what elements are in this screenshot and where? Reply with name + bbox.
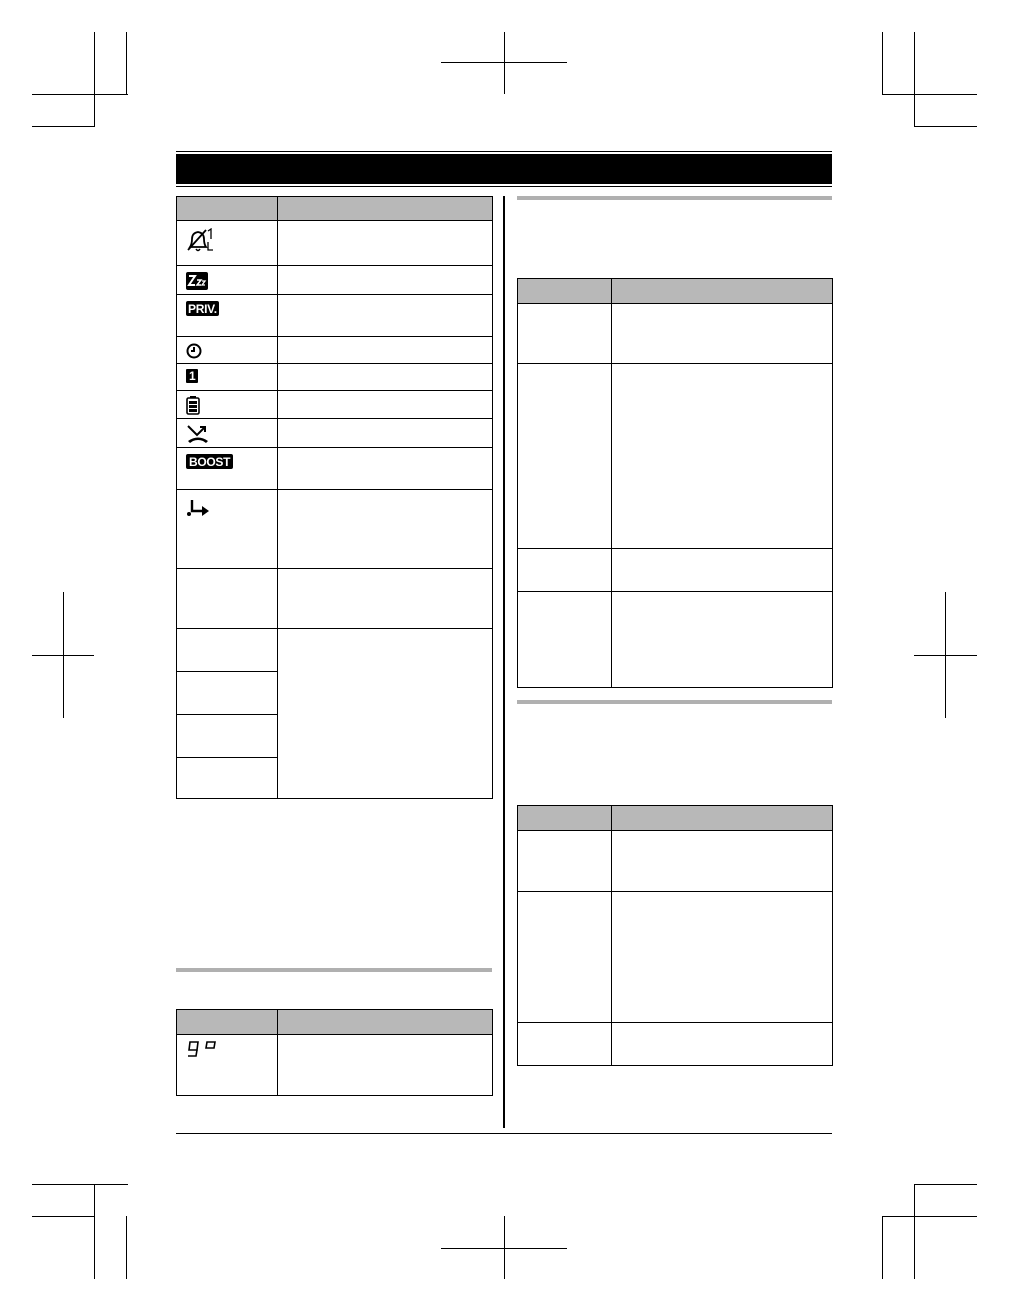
description-cell — [612, 549, 833, 592]
table-row — [177, 266, 493, 295]
icon-cell — [177, 221, 278, 266]
key-cell — [518, 1023, 612, 1066]
icon-cell — [177, 1035, 278, 1096]
icon-cell — [177, 419, 278, 448]
icon-cell — [177, 266, 278, 295]
section-rule — [517, 196, 832, 200]
digital-display-icon — [186, 1040, 222, 1058]
icon-cell — [177, 715, 278, 758]
header-cell — [177, 197, 278, 221]
table-row — [177, 364, 493, 391]
icon-cell — [177, 629, 278, 672]
description-cell — [612, 1023, 833, 1066]
description-cell — [278, 419, 493, 448]
boost-icon: BOOST — [186, 454, 233, 469]
icon-cell — [177, 448, 278, 490]
display-icons-table — [176, 196, 493, 799]
night-mode-icon — [186, 272, 208, 295]
description-cell — [612, 364, 833, 549]
description-cell — [278, 569, 493, 629]
header-cell — [612, 279, 833, 304]
line-number-icon: 1 — [186, 369, 198, 383]
key-cell — [518, 549, 612, 592]
header-cell — [612, 806, 833, 831]
privacy-mode-icon: PRIV. — [188, 302, 217, 316]
key-cell — [518, 831, 612, 892]
header-cell — [518, 806, 612, 831]
icon-cell — [177, 295, 278, 337]
description-cell — [278, 221, 493, 266]
table-row — [518, 549, 833, 592]
table-row — [518, 364, 833, 549]
ringer-off-line-icon — [186, 228, 216, 254]
column-divider — [503, 196, 505, 1128]
description-cell — [612, 304, 833, 364]
table-row — [177, 221, 493, 266]
footer-rule — [176, 1133, 832, 1134]
table-row — [177, 629, 493, 672]
table-row — [518, 304, 833, 364]
description-cell — [278, 1035, 493, 1096]
table-header-row — [518, 279, 833, 304]
icon-cell — [177, 391, 278, 419]
description-cell — [278, 295, 493, 337]
table-row — [177, 419, 493, 448]
table-row — [177, 448, 493, 490]
description-cell — [278, 629, 493, 799]
table-row — [177, 569, 493, 629]
base-unit-icons-table — [176, 1009, 493, 1096]
header-cell — [278, 197, 493, 221]
table-row — [177, 337, 493, 364]
table-row — [518, 1023, 833, 1066]
header-cell — [177, 1010, 278, 1035]
table-row — [518, 831, 833, 892]
table-row — [177, 295, 493, 337]
key-cell — [518, 364, 612, 549]
table-header-row — [177, 1010, 493, 1035]
table-row — [518, 592, 833, 688]
icon-cell — [177, 672, 278, 715]
key-cell — [518, 892, 612, 1023]
operation-table-1 — [517, 278, 833, 688]
description-cell — [612, 892, 833, 1023]
section-title-bar — [176, 151, 832, 187]
description-cell — [278, 364, 493, 391]
description-cell — [278, 448, 493, 490]
description-cell — [612, 831, 833, 892]
table-row — [177, 1035, 493, 1096]
icon-cell — [177, 490, 278, 569]
description-cell — [278, 391, 493, 419]
key-cell — [518, 304, 612, 364]
table-row — [518, 892, 833, 1023]
description-cell — [612, 592, 833, 688]
section-rule — [176, 968, 492, 972]
description-cell — [278, 490, 493, 569]
icon-cell — [177, 569, 278, 629]
missed-call-icon — [186, 424, 210, 444]
battery-icon — [186, 396, 200, 415]
table-header-row — [177, 197, 493, 221]
operation-table-2 — [517, 805, 833, 1066]
title-bar-fill — [176, 154, 832, 184]
icon-cell — [177, 364, 278, 391]
key-cell — [518, 592, 612, 688]
icon-cell — [177, 337, 278, 364]
header-cell — [518, 279, 612, 304]
call-forward-icon — [186, 498, 212, 518]
description-cell — [278, 266, 493, 295]
table-row — [177, 490, 493, 569]
table-header-row — [518, 806, 833, 831]
section-rule — [517, 700, 832, 704]
table-row — [177, 391, 493, 419]
description-cell — [278, 337, 493, 364]
icon-cell — [177, 758, 278, 799]
clock-icon — [186, 343, 202, 359]
header-cell — [278, 1010, 493, 1035]
